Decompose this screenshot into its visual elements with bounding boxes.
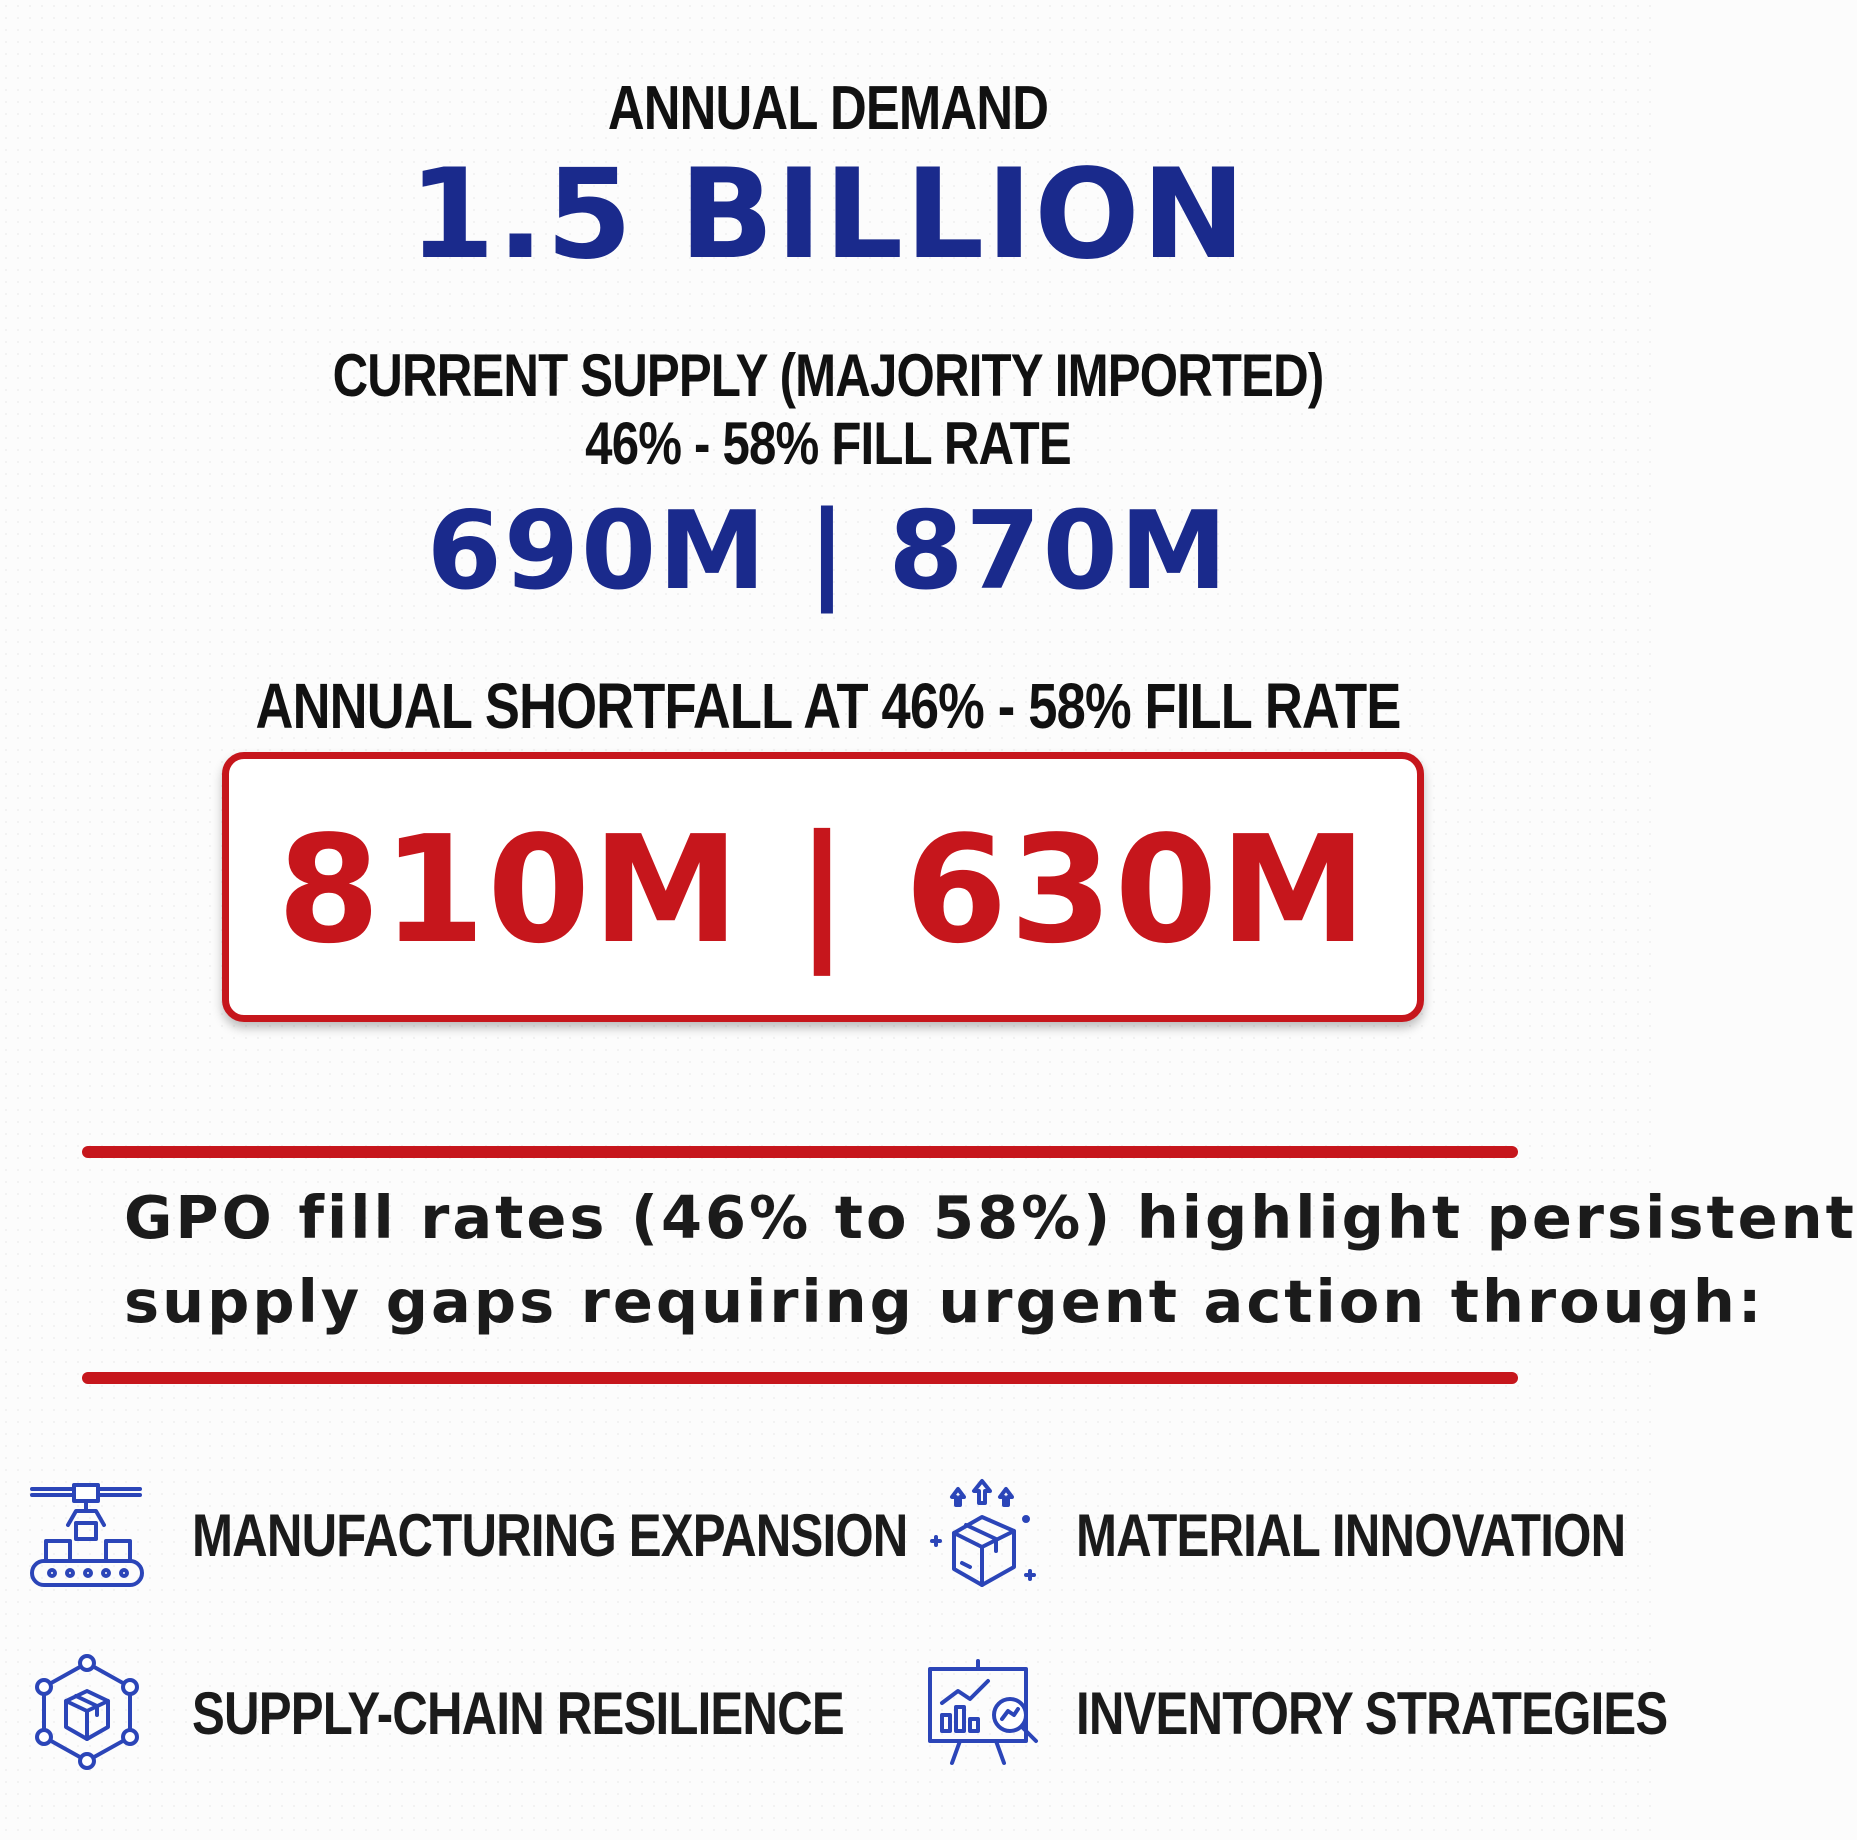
action-label: INVENTORY STRATEGIES bbox=[1076, 1679, 1668, 1747]
shortfall-values: 810M | 630M bbox=[277, 804, 1369, 976]
action-supply-chain-resilience bbox=[22, 1648, 987, 1778]
action-material-innovation bbox=[918, 1470, 1746, 1600]
supply-chain-icon bbox=[22, 1653, 152, 1773]
current-supply-label: CURRENT SUPPLY (MAJORITY IMPORTED) bbox=[332, 342, 1324, 409]
description-line-1: GPO fill rates (46% to 58%) highlight persistent bbox=[124, 1183, 1857, 1252]
inventory-strategy-icon bbox=[918, 1653, 1048, 1773]
annual-demand-label: ANNUAL DEMAND bbox=[607, 74, 1049, 143]
action-label: SUPPLY-CHAIN RESILIENCE bbox=[192, 1679, 844, 1747]
supply-fill-rate-label: 46% - 58% FILL RATE bbox=[585, 410, 1071, 477]
description-text bbox=[124, 1176, 1857, 1344]
action-label: MANUFACTURING EXPANSION bbox=[192, 1501, 908, 1569]
annual-shortfall-label: ANNUAL SHORTFALL AT 46% - 58% FILL RATE bbox=[255, 670, 1401, 742]
divider-bottom bbox=[82, 1372, 1518, 1384]
action-inventory-strategies bbox=[918, 1648, 1797, 1778]
current-supply-values: 690M | 870M bbox=[426, 489, 1230, 614]
action-label: MATERIAL INNOVATION bbox=[1076, 1501, 1626, 1569]
action-manufacturing-expansion bbox=[22, 1470, 1065, 1600]
description-line-2: supply gaps requiring urgent action through: bbox=[124, 1267, 1765, 1336]
annual-demand-value: 1.5 BILLION bbox=[408, 143, 1248, 287]
material-innovation-icon bbox=[918, 1475, 1048, 1595]
shortfall-box bbox=[222, 752, 1424, 1022]
manufacturing-icon bbox=[22, 1475, 152, 1595]
divider-top bbox=[82, 1146, 1518, 1158]
